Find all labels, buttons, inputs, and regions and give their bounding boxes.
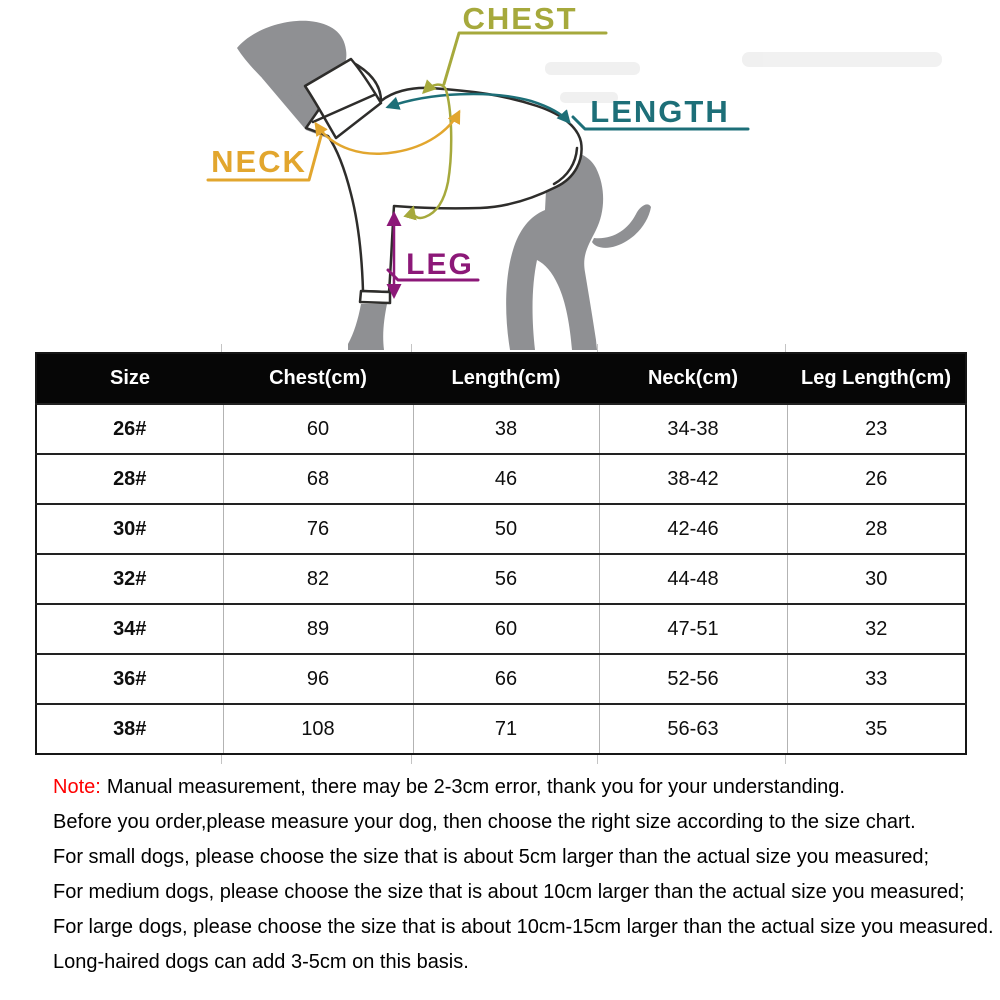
value-cell: 71: [413, 704, 599, 754]
note-line: For large dogs, please choose the size that is about 10cm-15cm larger than the actual size you measured.: [53, 916, 994, 938]
value-cell: 66: [413, 654, 599, 704]
value-cell: 56: [413, 554, 599, 604]
table-row: [36, 504, 966, 554]
note-text: Manual measurement, there may be 2-3cm error, thank you for your understanding.: [106, 776, 845, 798]
table-header-row: [36, 353, 966, 404]
column-header: Chest(cm): [223, 353, 413, 404]
note-line: For small dogs, please choose the size that is about 5cm larger than the actual size you measured;: [53, 846, 930, 868]
value-cell: 30: [787, 554, 966, 604]
size-cell: 34#: [36, 604, 223, 654]
value-cell: 76: [223, 504, 413, 554]
value-cell: 32: [787, 604, 966, 654]
value-cell: 33: [787, 654, 966, 704]
value-cell: 52-56: [599, 654, 787, 704]
column-header: Neck(cm): [599, 353, 787, 404]
neck-label: NECK: [211, 144, 307, 179]
table-row: [36, 404, 966, 454]
value-cell: 46: [413, 454, 599, 504]
table-row: [36, 604, 966, 654]
dog-front-paw: [348, 304, 387, 350]
table-row: [36, 654, 966, 704]
notes-section: [53, 770, 994, 980]
size-cell: 36#: [36, 654, 223, 704]
note-label: Note:: [53, 776, 101, 798]
note-line: For medium dogs, please choose the size that is about 10cm larger than the actual size you measured;: [53, 881, 965, 903]
note-line: [53, 770, 973, 805]
column-header: Size: [36, 353, 223, 404]
size-table: [35, 352, 967, 755]
size-cell: 38#: [36, 704, 223, 754]
value-cell: 34-38: [599, 404, 787, 454]
size-cell: 28#: [36, 454, 223, 504]
size-cell: 32#: [36, 554, 223, 604]
table-row: [36, 454, 966, 504]
dog-measurement-diagram: [0, 0, 1000, 352]
value-cell: 89: [223, 604, 413, 654]
value-cell: 23: [787, 404, 966, 454]
chest-leader: [444, 33, 606, 84]
note-line: Long-haired dogs can add 3-5cm on this basis.: [53, 951, 469, 973]
leg-label: LEG: [406, 248, 474, 281]
value-cell: 38-42: [599, 454, 787, 504]
value-cell: 47-51: [599, 604, 787, 654]
garment-cuff: [360, 291, 390, 303]
value-cell: 56-63: [599, 704, 787, 754]
table-row: [36, 704, 966, 754]
value-cell: 35: [787, 704, 966, 754]
value-cell: 28: [787, 504, 966, 554]
length-label: LENGTH: [590, 94, 730, 129]
value-cell: 44-48: [599, 554, 787, 604]
value-cell: 60: [223, 404, 413, 454]
value-cell: 68: [223, 454, 413, 504]
value-cell: 82: [223, 554, 413, 604]
value-cell: 96: [223, 654, 413, 704]
value-cell: 38: [413, 404, 599, 454]
value-cell: 108: [223, 704, 413, 754]
notes-list: [53, 805, 994, 980]
value-cell: 42-46: [599, 504, 787, 554]
note-line: Before you order,please measure your dog, then choose the right size according to the size chart.: [53, 811, 916, 833]
table-row: [36, 554, 966, 604]
chest-label: CHEST: [462, 1, 578, 36]
value-cell: 26: [787, 454, 966, 504]
value-cell: 60: [413, 604, 599, 654]
column-header: Length(cm): [413, 353, 599, 404]
size-cell: 30#: [36, 504, 223, 554]
column-header: Leg Length(cm): [787, 353, 966, 404]
size-table-body: [36, 404, 966, 754]
value-cell: 50: [413, 504, 599, 554]
size-cell: 26#: [36, 404, 223, 454]
